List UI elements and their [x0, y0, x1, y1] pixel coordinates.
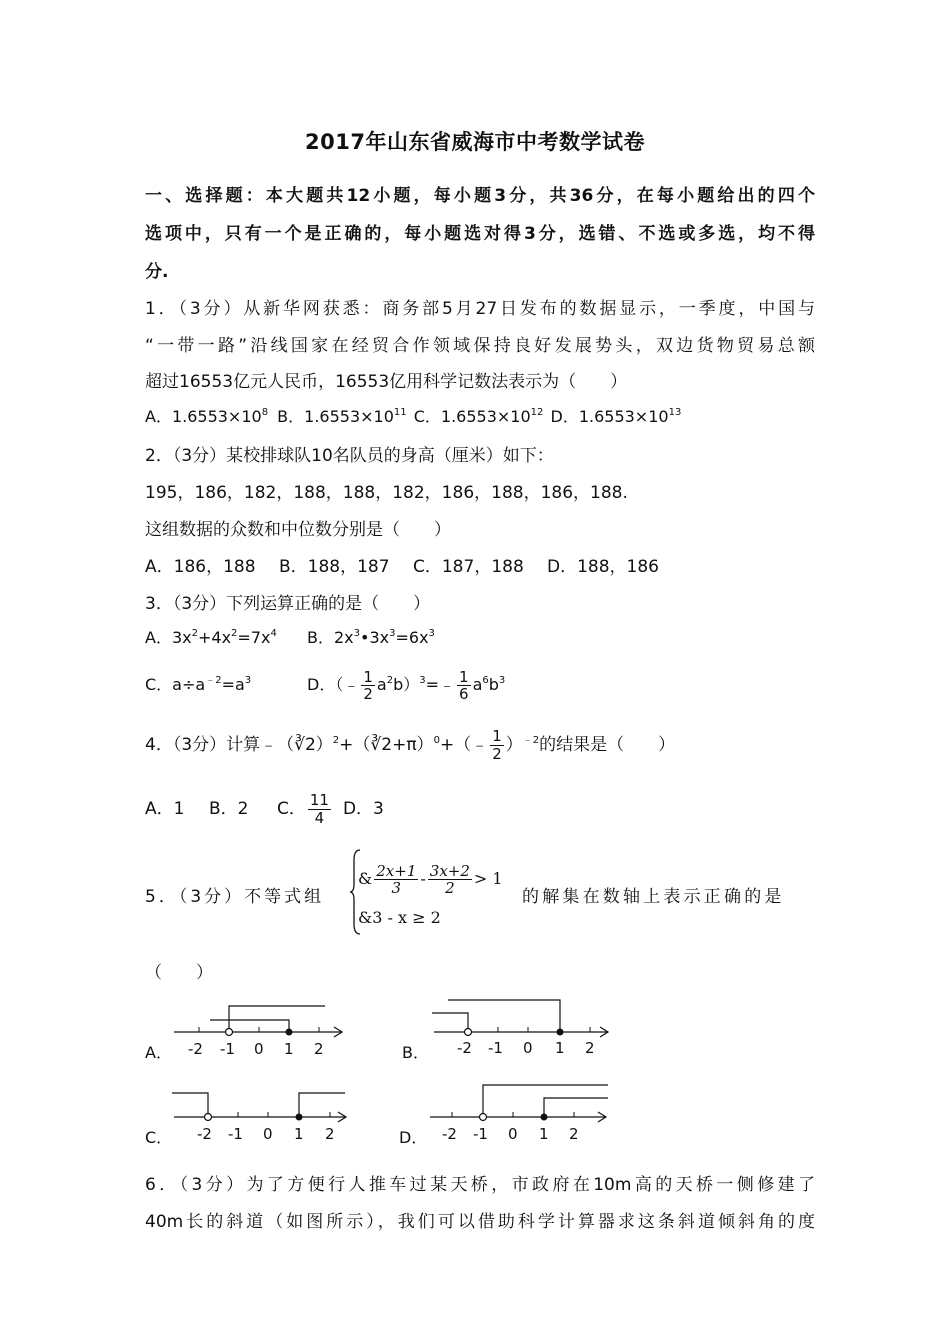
q1-line1: 1．（3分）从新华网获悉：商务部5月27日发布的数据显示，一季度，中国与 — [145, 299, 815, 319]
q2-line1: 2．（3分）某校排球队10名队员的身高（厘米）如下： — [145, 446, 554, 466]
tick-label: -2 — [188, 1040, 203, 1058]
q5-suffix: 的解集在数轴上表示正确的是 — [522, 887, 785, 907]
q3-option-c: C．$a\div a^{﹣2}=a^3$ — [145, 675, 252, 694]
tick-label: 2 — [314, 1040, 324, 1058]
q5-number-line-d — [428, 1080, 613, 1145]
tick-label: -1 — [228, 1125, 243, 1143]
q5-option-c-label: C． — [145, 1128, 173, 1147]
tick-label: 0 — [263, 1125, 273, 1143]
q5-inequality-1: & $\frac{2x+1}{3}$ - $\frac{3x+2}{2}$ > 1 — [358, 861, 503, 897]
tick-label: 2 — [325, 1125, 335, 1143]
q3-option-b: B．$2x^3•3x^3=6x^3$ — [307, 628, 435, 647]
q3-option-d: D．（﹣ $\frac{1}{2}$ $a^2b)^3=﹣$ $\frac{1}{6}$ $a^6b^3$ — [307, 667, 506, 703]
q4-cube-root-1: ∛2 — [294, 735, 316, 755]
tick-label: 1 — [555, 1039, 565, 1057]
q3-options-cd — [145, 662, 815, 708]
q6-line2: 40m长的斜道（如图所示），我们可以借助科学计算器求这条斜道倾斜角的度 — [145, 1212, 815, 1232]
tick-label: 2 — [569, 1125, 579, 1143]
q2-options — [145, 552, 815, 577]
q5-option-d-label: D． — [399, 1128, 428, 1147]
q1-line3: 超过16553亿元人民币，16553亿用科学记数法表示为（ ） — [145, 372, 628, 392]
q4-cube-root-2: ∛2 — [370, 735, 393, 755]
q6-line1: 6．（3分）为了方便行人推车过某天桥，市政府在10m高的天桥一侧修建了 — [145, 1175, 815, 1195]
q2-option-a: A．186，188 — [145, 557, 256, 577]
q5-inequality-2: &3 - x ≥ 2 — [358, 908, 441, 927]
q4-option-a: A．1 — [145, 799, 185, 819]
q5-option-a-label: A． — [145, 1043, 172, 1062]
q1-line2: “一带一路”沿线国家在经贸合作领域保持良好发展势头，双边货物贸易总额 — [145, 336, 815, 356]
tick-label: -2 — [442, 1125, 457, 1143]
q1-option-b: B．$1.6553\times 10^{11}$ — [277, 407, 407, 426]
q4-options — [145, 786, 815, 832]
q1-option-d: D．$1.6553\times 10^{13}$ — [550, 407, 682, 426]
q5-number-line-b — [430, 995, 615, 1060]
q2-option-b: B．188，187 — [279, 557, 390, 577]
q4-option-c: C． $\frac{11}{4}$ — [277, 791, 329, 827]
tick-label: -1 — [488, 1039, 503, 1057]
q4-option-d: D．3 — [342, 799, 384, 819]
q5-prefix: 5．（3分）不等式组 — [145, 887, 325, 907]
tick-label: 1 — [539, 1125, 549, 1143]
page-title: 2017年山东省威海市中考数学试卷 — [305, 130, 645, 154]
tick-label: -2 — [197, 1125, 212, 1143]
section-heading-line1: 一、选择题：本大题共12小题，每小题3分，共36分，在每小题给出的四个 — [145, 186, 815, 206]
tick-label: -1 — [473, 1125, 488, 1143]
q3-option-a: A．$3x^2+4x^2=7x^4$ — [145, 628, 277, 647]
q5-option-b-label: B． — [402, 1043, 429, 1062]
q4-option-b: B．2 — [209, 799, 249, 819]
tick-label: 2 — [585, 1039, 595, 1057]
tick-label: -2 — [457, 1039, 472, 1057]
q5-number-line-a — [170, 1000, 350, 1060]
section-heading-line3: 分. — [145, 262, 169, 282]
tick-label: -1 — [220, 1040, 235, 1058]
q4-stem: 4．（3分）计算﹣（∛2）$^2$+（∛2+π）$^0$+（﹣ $\frac{1}{2}$ ）$^{﹣2}$的结果是（ ） — [145, 727, 676, 763]
tick-label: 0 — [523, 1039, 533, 1057]
q3-options-ab — [145, 625, 815, 648]
tick-label: 1 — [284, 1040, 294, 1058]
q5-answer-paren: （ ） — [145, 963, 213, 983]
q2-option-c: C．187，188 — [413, 557, 524, 577]
tick-label: 1 — [294, 1125, 304, 1143]
q3-line1: 3．（3分）下列运算正确的是（ ） — [145, 594, 431, 614]
q2-option-d: D．188，186 — [547, 557, 659, 577]
q5-number-line-c — [170, 1085, 355, 1145]
tick-label: 0 — [254, 1040, 264, 1058]
q1-option-a: A．$1.6553\times 10^8$ — [145, 407, 269, 426]
q2-data-values: 195，186，182，188，188，182，186，188，186，188. — [145, 483, 628, 503]
q2-line3: 这组数据的众数和中位数分别是（ ） — [145, 520, 451, 540]
q1-options — [145, 404, 815, 427]
q1-option-c: C．$1.6553\times 10^{12}$ — [413, 407, 544, 426]
section-heading-line2: 选项中，只有一个是正确的，每小题选对得3分，选错、不选或多选，均不得 — [145, 224, 815, 244]
tick-label: 0 — [508, 1125, 518, 1143]
